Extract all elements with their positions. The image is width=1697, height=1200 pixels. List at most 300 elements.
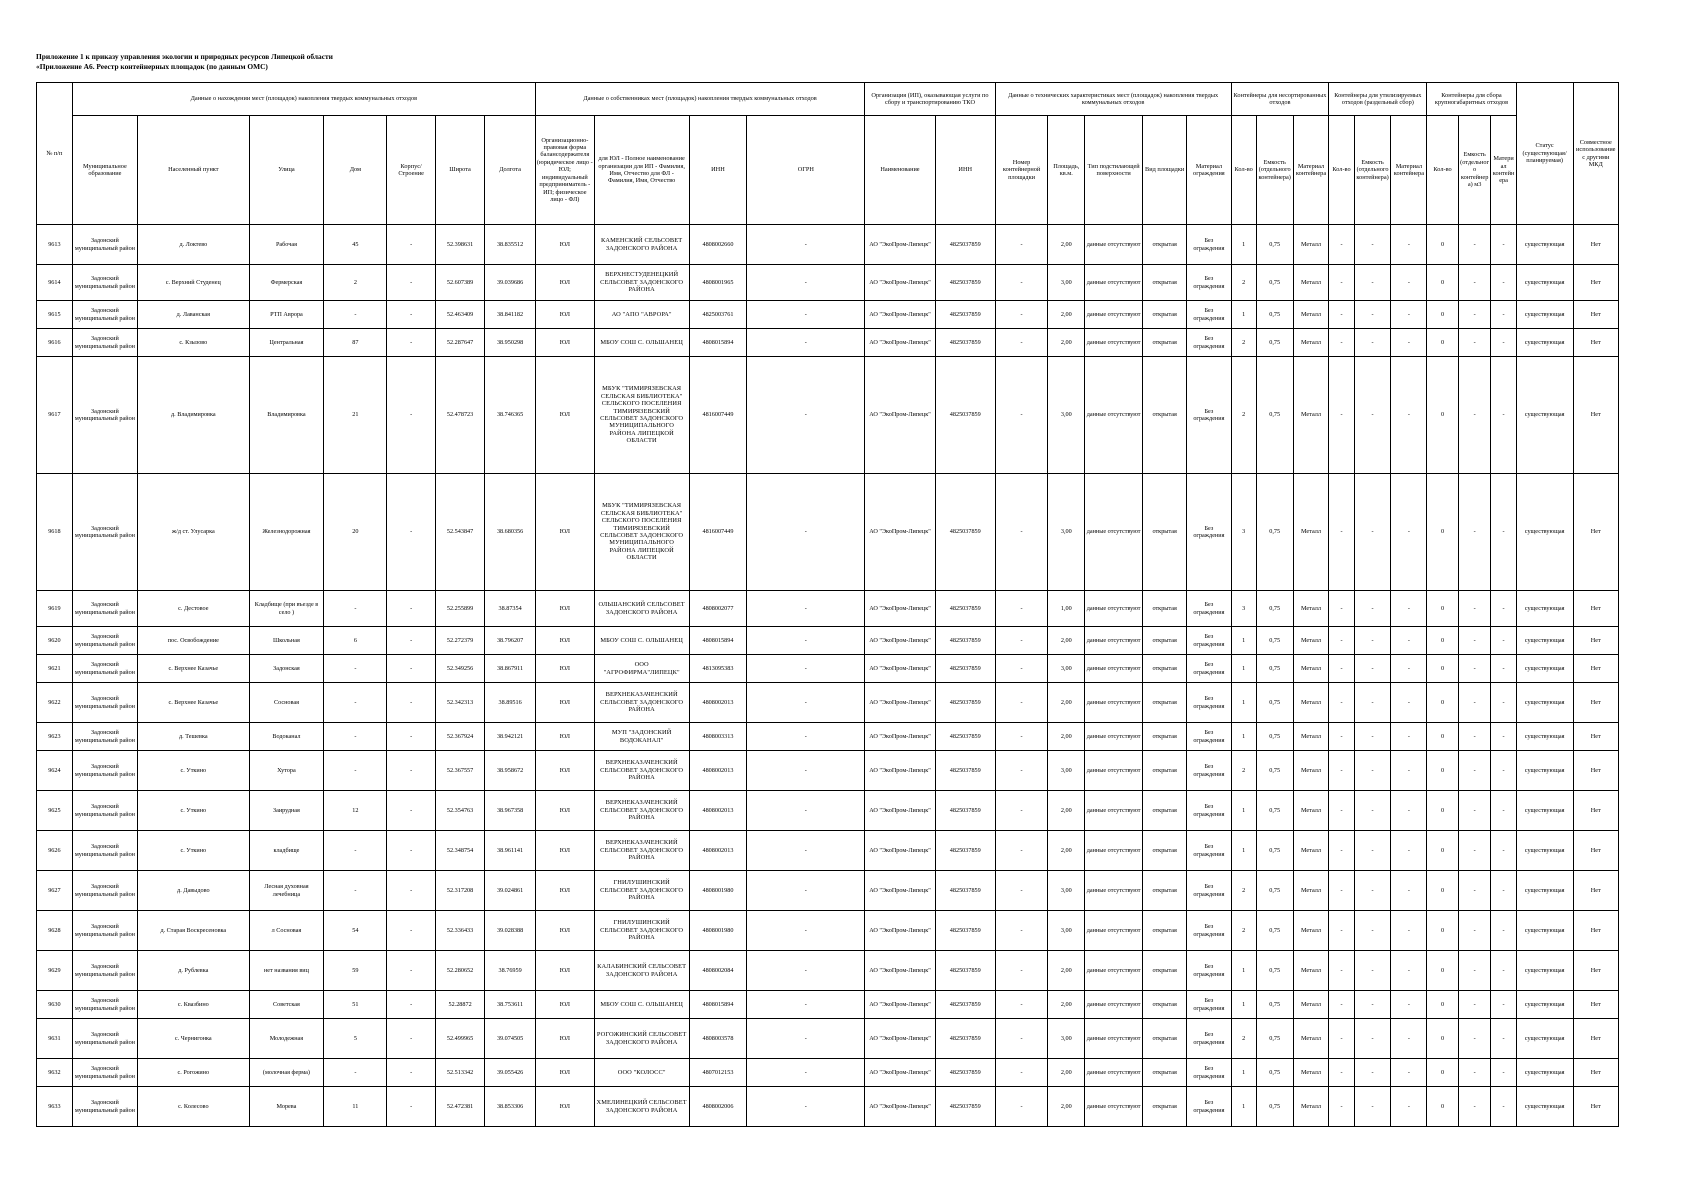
table-cell: Задонский муниципальный район — [72, 265, 137, 301]
table-cell: 11 — [324, 1087, 387, 1127]
table-cell: 0,75 — [1256, 655, 1293, 683]
table-row — [37, 301, 1619, 329]
table-body — [37, 225, 1619, 1127]
table-cell: АО "ЭкоПром-Липецк" — [865, 225, 936, 265]
table-cell: - — [1354, 655, 1391, 683]
table-cell: 4825037859 — [935, 329, 995, 357]
table-cell: с. Верхний Студенец — [138, 265, 250, 301]
table-cell: 38.853306 — [485, 1087, 536, 1127]
table-cell: - — [1354, 683, 1391, 723]
table-cell: - — [1491, 591, 1516, 627]
table-cell: 0,75 — [1256, 871, 1293, 911]
table-cell: 4813095383 — [689, 655, 747, 683]
table-cell: АО "ЭкоПром-Липецк" — [865, 831, 936, 871]
table-cell: Без ограждения — [1187, 991, 1231, 1019]
table-cell: 0 — [1427, 655, 1459, 683]
table-cell: Металл — [1293, 655, 1329, 683]
table-cell: - — [1391, 301, 1427, 329]
table-cell: - — [1491, 329, 1516, 357]
table-cell: - — [387, 723, 435, 751]
table-cell: существующая — [1516, 831, 1573, 871]
table-cell: Металл — [1293, 329, 1329, 357]
table-cell: 2 — [1231, 1019, 1256, 1059]
table-cell: Молодежная — [249, 1019, 324, 1059]
table-cell: 4825037859 — [935, 791, 995, 831]
table-cell: МБОУ СОШ С. ОЛЬШАНЕЦ — [594, 991, 689, 1019]
table-cell: данные отсутствуют — [1085, 951, 1143, 991]
table-cell: 4825037859 — [935, 871, 995, 911]
table-cell: Нет — [1573, 627, 1618, 655]
table-cell: - — [747, 951, 865, 991]
table-cell: Металл — [1293, 951, 1329, 991]
table-row — [37, 627, 1619, 655]
table-cell: - — [1391, 951, 1427, 991]
table-cell: существующая — [1516, 951, 1573, 991]
table-cell: - — [324, 831, 387, 871]
table-cell: кладбище — [249, 831, 324, 871]
table-cell: 5 — [324, 1019, 387, 1059]
table-cell: - — [387, 871, 435, 911]
table-cell: - — [1491, 655, 1516, 683]
table-cell: Без ограждения — [1187, 301, 1231, 329]
table-cell: 38.950298 — [485, 329, 536, 357]
table-cell: - — [995, 951, 1048, 991]
table-cell: Нет — [1573, 591, 1618, 627]
table-row — [37, 991, 1619, 1019]
table-cell: 0,75 — [1256, 991, 1293, 1019]
table-cell: Металл — [1293, 723, 1329, 751]
table-cell: Металл — [1293, 1019, 1329, 1059]
table-cell: с. Уткино — [138, 751, 250, 791]
table-cell: 9626 — [37, 831, 73, 871]
col-bulky-volume-header: Емкость (отдельного контейнера) м3 — [1458, 116, 1491, 225]
table-cell: 52.472381 — [435, 1087, 484, 1127]
table-cell: 0 — [1427, 991, 1459, 1019]
col-bulky-material-header: Материал контейнера — [1491, 116, 1516, 225]
col-num-header: № п/п — [37, 83, 73, 225]
table-cell: существующая — [1516, 1019, 1573, 1059]
col-building-header: Корпус/Строение — [387, 116, 435, 225]
table-cell: 9615 — [37, 301, 73, 329]
group-bulky-header: Контейнеры для сбора крупногабаритных отходов — [1427, 83, 1516, 116]
table-cell: 2 — [1231, 265, 1256, 301]
table-cell: Задонский муниципальный район — [72, 357, 137, 474]
table-cell: Задонский муниципальный район — [72, 301, 137, 329]
table-cell: открытая — [1143, 265, 1187, 301]
table-cell: - — [1391, 474, 1427, 591]
table-cell: - — [1458, 591, 1491, 627]
table-cell: Задонский муниципальный район — [72, 591, 137, 627]
table-cell: Хутора — [249, 751, 324, 791]
table-cell: Рабочая — [249, 225, 324, 265]
document-title — [36, 52, 333, 72]
table-cell: 6 — [324, 627, 387, 655]
table-cell: Без ограждения — [1187, 871, 1231, 911]
table-cell: АО "ЭкоПром-Липецк" — [865, 357, 936, 474]
table-cell: - — [387, 627, 435, 655]
table-cell: 52.354763 — [435, 791, 484, 831]
table-cell: 4825003761 — [689, 301, 747, 329]
table-cell: - — [1458, 751, 1491, 791]
table-cell: Задонский муниципальный район — [72, 751, 137, 791]
table-cell: 4808002013 — [689, 831, 747, 871]
table-cell: 0 — [1427, 911, 1459, 951]
table-cell: 4808001980 — [689, 911, 747, 951]
table-cell: 38.958672 — [485, 751, 536, 791]
table-cell: д. Тешевка — [138, 723, 250, 751]
table-cell: данные отсутствуют — [1085, 265, 1143, 301]
table-cell: Школьная — [249, 627, 324, 655]
table-cell: - — [1329, 655, 1354, 683]
table-cell: с. Дестовое — [138, 591, 250, 627]
table-cell: 87 — [324, 329, 387, 357]
table-cell: 45 — [324, 225, 387, 265]
table-cell: с. Рогожино — [138, 1059, 250, 1087]
col-lon-header: Долгота — [485, 116, 536, 225]
table-cell: Центральная — [249, 329, 324, 357]
table-cell: данные отсутствуют — [1085, 871, 1143, 911]
table-cell: - — [1329, 871, 1354, 911]
table-cell: - — [747, 329, 865, 357]
table-cell: АО "ЭкоПром-Липецк" — [865, 991, 936, 1019]
col-org-form-header: Организационно-правовая форма балансодержателя (юридическое лицо - ЮЛ; индивидуальный предприниматель - ИП; физическое лицо - ФЛ) — [535, 116, 594, 225]
table-cell: АО "ЭкоПром-Липецк" — [865, 871, 936, 911]
table-cell: АО "ЭкоПром-Липецк" — [865, 791, 936, 831]
table-cell: Нет — [1573, 911, 1618, 951]
table-cell: данные отсутствуют — [1085, 1087, 1143, 1127]
table-cell: открытая — [1143, 723, 1187, 751]
table-cell: открытая — [1143, 951, 1187, 991]
table-cell: 0 — [1427, 591, 1459, 627]
table-cell: 38.89516 — [485, 683, 536, 723]
table-cell: - — [747, 911, 865, 951]
table-cell: - — [1391, 357, 1427, 474]
table-cell: - — [995, 911, 1048, 951]
table-cell: 52.336433 — [435, 911, 484, 951]
table-cell: с. Чернигонка — [138, 1019, 250, 1059]
table-cell: 39.028388 — [485, 911, 536, 951]
table-cell: 2 — [324, 265, 387, 301]
table-cell: - — [387, 655, 435, 683]
table-cell: ЮЛ — [535, 357, 594, 474]
table-cell: - — [1391, 225, 1427, 265]
table-cell: 2,00 — [1048, 951, 1085, 991]
table-cell: д. Лаванская — [138, 301, 250, 329]
table-cell: существующая — [1516, 1087, 1573, 1127]
table-cell: - — [995, 329, 1048, 357]
table-cell: 9632 — [37, 1059, 73, 1087]
table-cell: Советская — [249, 991, 324, 1019]
table-cell: Водоканал — [249, 723, 324, 751]
table-cell: 4825037859 — [935, 751, 995, 791]
col-recycled-material-header: Материал контейнера — [1391, 116, 1427, 225]
group-owners-header: Данные о собственниках мест (площадок) накопления твердых коммунальных отходов — [535, 83, 864, 116]
table-cell: - — [1458, 723, 1491, 751]
table-cell: - — [1391, 831, 1427, 871]
table-cell: существующая — [1516, 911, 1573, 951]
table-cell: ООО "АГРОФИРМА"ЛИПЕЦК" — [594, 655, 689, 683]
table-cell: - — [995, 723, 1048, 751]
table-cell: 0 — [1427, 225, 1459, 265]
table-cell: ЮЛ — [535, 474, 594, 591]
table-cell: 38.680356 — [485, 474, 536, 591]
table-cell: с. Кзызово — [138, 329, 250, 357]
table-cell: существующая — [1516, 591, 1573, 627]
table-cell: данные отсутствуют — [1085, 831, 1143, 871]
table-cell: 0 — [1427, 627, 1459, 655]
table-cell: - — [1391, 1059, 1427, 1087]
table-cell: - — [747, 301, 865, 329]
col-street-header: Улица — [249, 116, 324, 225]
table-cell: 4807012153 — [689, 1059, 747, 1087]
table-cell: 3 — [1231, 474, 1256, 591]
table-cell: 4808002084 — [689, 951, 747, 991]
table-cell: МБУК "ТИМИРЯЗЕВСКАЯ СЕЛЬСКАЯ БИБЛИОТЕКА" СЕЛЬСКОГО ПОСЕЛЕНИЯ ТИМИРЯЗЕВСКИЙ СЕЛЬСОВЕТ ЗАДОНСКОГО МУНИЦИПАЛЬНОГО РАЙОНА ЛИПЕЦКОЙ ОБЛАСТИ — [594, 474, 689, 591]
table-cell: 1 — [1231, 1087, 1256, 1127]
table-cell: - — [747, 655, 865, 683]
table-cell: открытая — [1143, 1087, 1187, 1127]
table-cell: ЮЛ — [535, 951, 594, 991]
table-cell: МБОУ СОШ С. ОЛЬШАНЕЦ — [594, 627, 689, 655]
table-cell: Задонская — [249, 655, 324, 683]
table-cell: - — [1491, 265, 1516, 301]
col-house-header: Дом — [324, 116, 387, 225]
table-cell: - — [387, 301, 435, 329]
table-cell: ЮЛ — [535, 301, 594, 329]
table-cell: существующая — [1516, 1059, 1573, 1087]
table-cell: Лесная духовная лечебница — [249, 871, 324, 911]
table-cell: - — [324, 655, 387, 683]
table-cell: Задонский муниципальный район — [72, 225, 137, 265]
table-cell: Без ограждения — [1187, 1087, 1231, 1127]
table-cell: - — [1458, 474, 1491, 591]
table-cell: 1 — [1231, 951, 1256, 991]
table-cell: 4808015894 — [689, 991, 747, 1019]
table-cell: Задонский муниципальный район — [72, 951, 137, 991]
table-cell: ЮЛ — [535, 683, 594, 723]
table-cell: 4825037859 — [935, 1019, 995, 1059]
table-cell: Владимировка — [249, 357, 324, 474]
table-cell: 4808002013 — [689, 683, 747, 723]
table-cell: 4825037859 — [935, 1087, 995, 1127]
table-cell: 0,75 — [1256, 751, 1293, 791]
table-cell: ЮЛ — [535, 723, 594, 751]
table-cell: 4816007449 — [689, 474, 747, 591]
table-cell: Нет — [1573, 265, 1618, 301]
table-cell: Нет — [1573, 1087, 1618, 1127]
table-cell: Задонский муниципальный район — [72, 991, 137, 1019]
table-cell: существующая — [1516, 751, 1573, 791]
col-status-header: Статус (существующая/планируемая) — [1516, 83, 1573, 225]
table-cell: - — [747, 357, 865, 474]
table-cell: данные отсутствуют — [1085, 627, 1143, 655]
table-cell: - — [1391, 723, 1427, 751]
table-cell: - — [1458, 627, 1491, 655]
table-cell: - — [1391, 1087, 1427, 1127]
table-cell: АО "ЭкоПром-Липецк" — [865, 627, 936, 655]
table-cell: Нет — [1573, 831, 1618, 871]
table-cell: - — [995, 225, 1048, 265]
col-ogrn-header: ОГРН — [747, 116, 865, 225]
table-cell: 4808001965 — [689, 265, 747, 301]
table-cell: Нет — [1573, 951, 1618, 991]
table-cell: Нет — [1573, 225, 1618, 265]
table-cell: с. Колесово — [138, 1087, 250, 1127]
table-cell: - — [1458, 225, 1491, 265]
table-cell: - — [1329, 683, 1354, 723]
table-cell: Металл — [1293, 474, 1329, 591]
table-cell: Без ограждения — [1187, 791, 1231, 831]
table-cell: д. Давыдово — [138, 871, 250, 911]
title-line-2: «Приложение А6. Реестр контейнерных площадок (по данным ОМС) — [36, 62, 268, 71]
table-cell: Без ограждения — [1187, 911, 1231, 951]
table-cell: 39.055426 — [485, 1059, 536, 1087]
table-cell: - — [1329, 474, 1354, 591]
table-cell: Нет — [1573, 791, 1618, 831]
table-cell: МУП "ЗАДОНСКИЙ ВОДОКАНАЛ" — [594, 723, 689, 751]
table-cell: - — [747, 791, 865, 831]
table-cell: - — [1354, 329, 1391, 357]
table-cell: - — [1458, 1019, 1491, 1059]
table-cell: Сосновая — [249, 683, 324, 723]
table-cell: - — [995, 591, 1048, 627]
table-cell: ЮЛ — [535, 911, 594, 951]
table-cell: ГНИЛУШИНСКИЙ СЕЛЬСОВЕТ ЗАДОНСКОГО РАЙОНА — [594, 911, 689, 951]
table-cell: 2,00 — [1048, 301, 1085, 329]
table-cell: Металл — [1293, 627, 1329, 655]
table-cell: 0 — [1427, 301, 1459, 329]
table-cell: АО "ЭкоПром-Липецк" — [865, 474, 936, 591]
col-recycled-qty-header: Кол-во — [1329, 116, 1354, 225]
table-cell: 9617 — [37, 357, 73, 474]
table-cell: Кладбище (при въезде в село ) — [249, 591, 324, 627]
table-cell: 0,75 — [1256, 723, 1293, 751]
table-cell: существующая — [1516, 723, 1573, 751]
table-cell: д. Старая Воскресеновка — [138, 911, 250, 951]
table-cell: - — [387, 791, 435, 831]
table-cell: 1 — [1231, 225, 1256, 265]
table-row — [37, 911, 1619, 951]
table-cell: 1 — [1231, 301, 1256, 329]
table-cell: существующая — [1516, 301, 1573, 329]
table-row — [37, 751, 1619, 791]
table-cell: открытая — [1143, 591, 1187, 627]
table-cell: Фермерская — [249, 265, 324, 301]
table-cell: Металл — [1293, 751, 1329, 791]
table-cell: 38.796207 — [485, 627, 536, 655]
table-cell: - — [1391, 911, 1427, 951]
table-cell: - — [1458, 791, 1491, 831]
table-cell: 1 — [1231, 991, 1256, 1019]
table-cell: открытая — [1143, 991, 1187, 1019]
table-cell: существующая — [1516, 474, 1573, 591]
table-cell: 2 — [1231, 329, 1256, 357]
table-cell: данные отсутствуют — [1085, 751, 1143, 791]
table-cell: Без ограждения — [1187, 951, 1231, 991]
table-row — [37, 683, 1619, 723]
table-cell: - — [747, 474, 865, 591]
table-cell: Без ограждения — [1187, 683, 1231, 723]
table-cell: ЮЛ — [535, 655, 594, 683]
table-cell: 0 — [1427, 474, 1459, 591]
table-cell: данные отсутствуют — [1085, 911, 1143, 951]
table-cell: 1 — [1231, 1059, 1256, 1087]
table-cell: Задонский муниципальный район — [72, 329, 137, 357]
table-row — [37, 723, 1619, 751]
table-cell: - — [1458, 871, 1491, 911]
table-cell: Без ограждения — [1187, 265, 1231, 301]
table-cell: - — [1458, 951, 1491, 991]
table-cell: - — [747, 871, 865, 911]
table-cell: - — [387, 591, 435, 627]
table-cell: - — [1391, 871, 1427, 911]
table-cell: РТП Аврора — [249, 301, 324, 329]
table-cell: - — [1354, 1019, 1391, 1059]
table-cell: 52.367924 — [435, 723, 484, 751]
table-cell: 1 — [1231, 791, 1256, 831]
table-cell: - — [1354, 357, 1391, 474]
table-cell: 4808002013 — [689, 751, 747, 791]
table-header — [37, 83, 1619, 225]
table-cell: 4825037859 — [935, 301, 995, 329]
table-cell: 4825037859 — [935, 591, 995, 627]
table-cell: - — [995, 831, 1048, 871]
table-cell: 9630 — [37, 991, 73, 1019]
table-cell: 2,00 — [1048, 1059, 1085, 1087]
table-cell: Металл — [1293, 301, 1329, 329]
col-operator-name-header: Наименование — [865, 116, 936, 225]
table-cell: 2 — [1231, 871, 1256, 911]
table-cell: 0 — [1427, 1019, 1459, 1059]
table-cell: 52.513342 — [435, 1059, 484, 1087]
table-cell: - — [995, 301, 1048, 329]
col-mo-header: Муниципальное образование — [72, 116, 137, 225]
table-row — [37, 1019, 1619, 1059]
table-cell: Без ограждения — [1187, 627, 1231, 655]
col-unsorted-qty-header: Кол-во — [1231, 116, 1256, 225]
table-cell: 2 — [1231, 357, 1256, 474]
table-cell: ЮЛ — [535, 627, 594, 655]
table-cell: 52.349256 — [435, 655, 484, 683]
table-cell: - — [1329, 265, 1354, 301]
table-cell: - — [1391, 1019, 1427, 1059]
table-cell: 1 — [1231, 683, 1256, 723]
table-row — [37, 655, 1619, 683]
table-cell: - — [1458, 831, 1491, 871]
table-cell: Металл — [1293, 911, 1329, 951]
table-cell: - — [1354, 991, 1391, 1019]
table-cell: 1,00 — [1048, 591, 1085, 627]
table-cell: 3,00 — [1048, 357, 1085, 474]
table-cell: 52.280652 — [435, 951, 484, 991]
col-shared-header: Совместное использование с другими МКД — [1573, 83, 1618, 225]
table-cell: открытая — [1143, 1059, 1187, 1087]
table-cell: - — [1391, 991, 1427, 1019]
table-cell: 0,75 — [1256, 791, 1293, 831]
table-cell: - — [747, 225, 865, 265]
col-recycled-volume-header: Емкость (отдельного контейнера) — [1354, 116, 1391, 225]
group-recycled-header: Контейнеры для утилизируемых отходов (раздельный сбор) — [1329, 83, 1427, 116]
table-cell: ЮЛ — [535, 1087, 594, 1127]
table-cell: данные отсутствуют — [1085, 357, 1143, 474]
registry-table — [36, 82, 1619, 1127]
table-cell: - — [387, 1087, 435, 1127]
table-cell: Металл — [1293, 991, 1329, 1019]
table-cell: Задонский муниципальный район — [72, 683, 137, 723]
table-cell: - — [1354, 301, 1391, 329]
table-cell: - — [1329, 951, 1354, 991]
table-cell: 4825037859 — [935, 991, 995, 1019]
